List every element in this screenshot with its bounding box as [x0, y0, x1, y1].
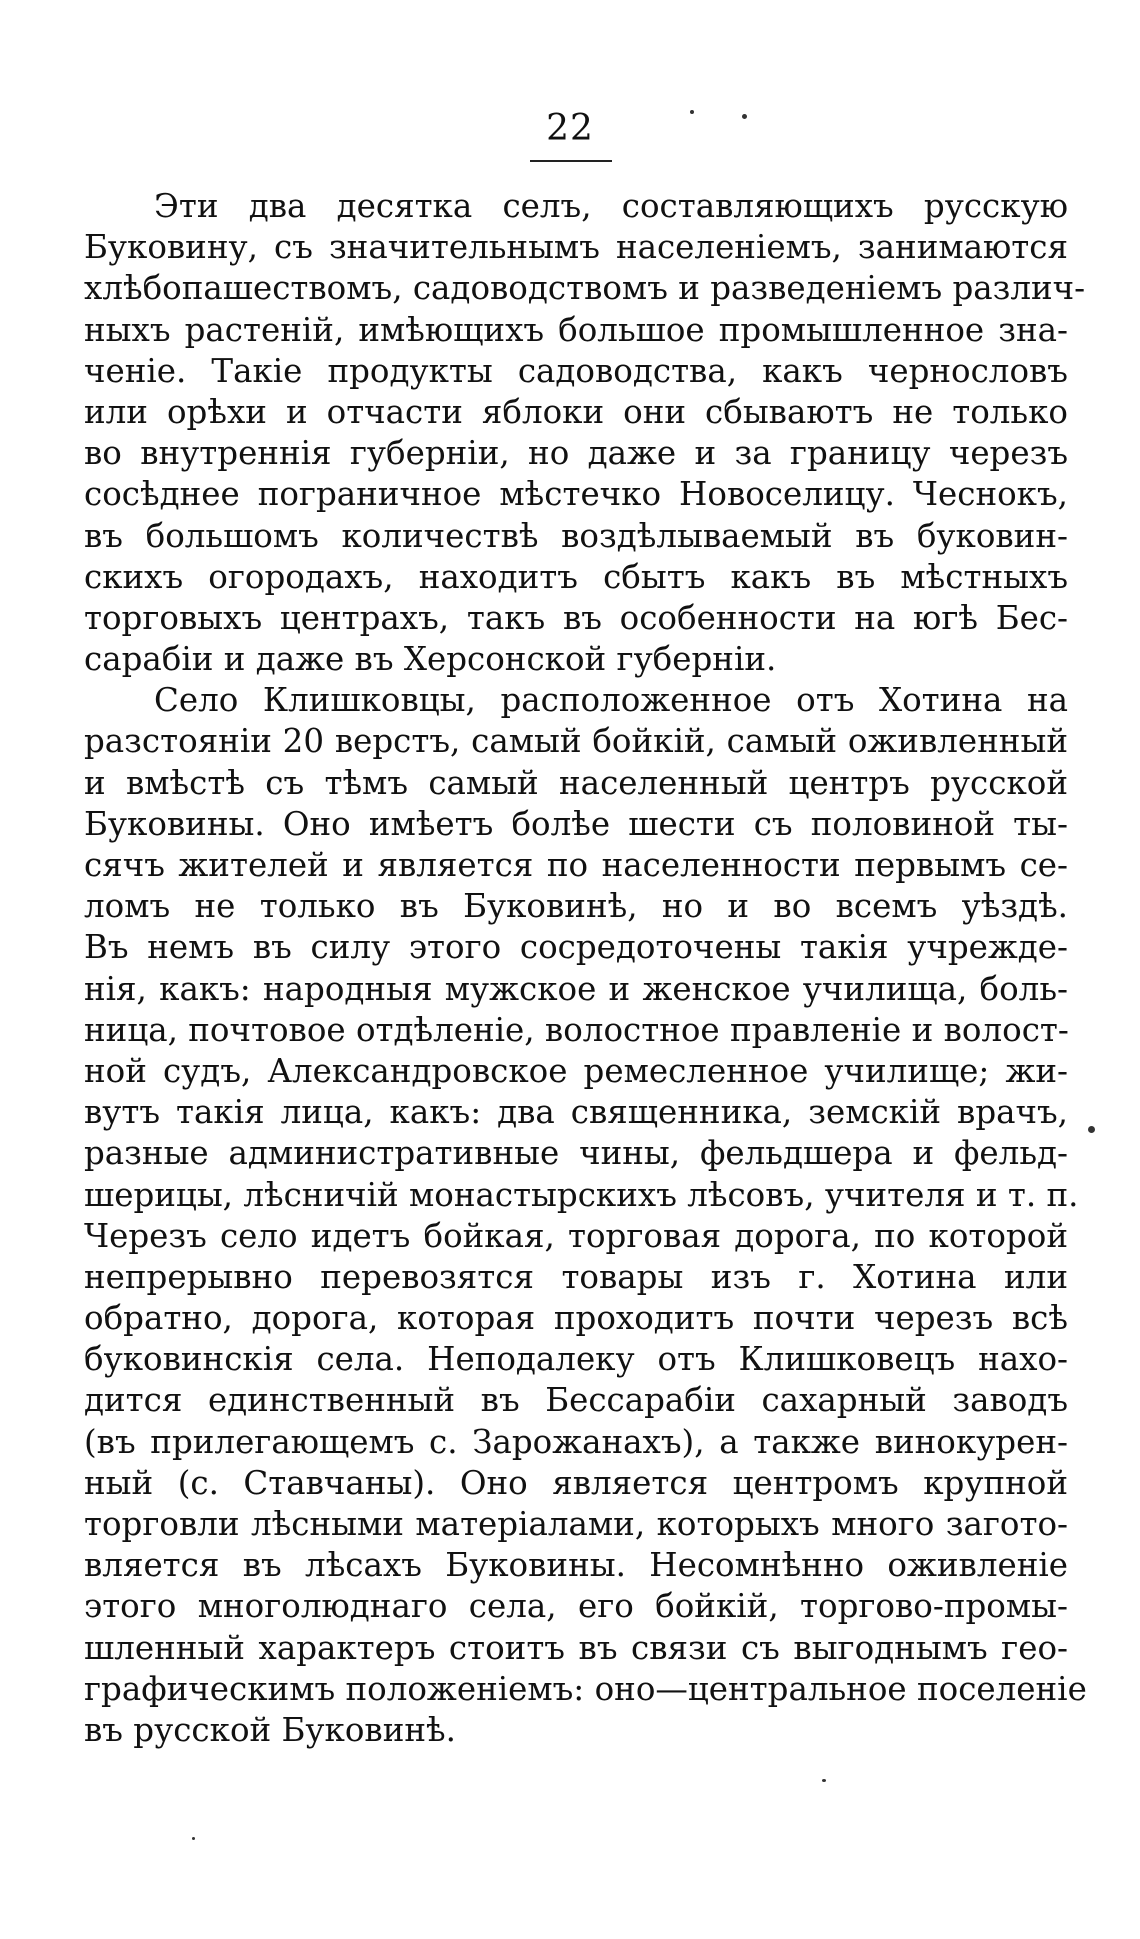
paragraph-line: ный (с. Ставчаны). Оно является центромъ крупной: [84, 1463, 1068, 1502]
scan-speck: [1088, 1126, 1095, 1133]
paragraph-line: обратно, дорога, которая проходитъ почти черезъ всѣ: [84, 1299, 1068, 1338]
paragraph-line: вляется въ лѣсахъ Буковины. Несомнѣнно оживленiе: [84, 1546, 1068, 1585]
paragraph-line: вутъ такiя лица, какъ: два священника, земскiй врачъ,: [84, 1093, 1068, 1132]
page-number-rule: [530, 160, 612, 162]
scan-speck: [822, 1779, 826, 1782]
paragraph-line: въ русской Буковинѣ.: [84, 1710, 456, 1749]
paragraph-line: Буковину, съ значительнымъ населенiемъ, занимаются: [84, 228, 1068, 267]
paragraph-line: ница, почтовое отдѣленiе, волостное правленiе и волост-: [84, 1010, 1069, 1049]
body-text: [84, 186, 1087, 1751]
paragraph-line: сарабiи и даже въ Херсонской губернiи.: [84, 640, 777, 679]
paragraph-line: нiя, какъ: народныя мужское и женское училища, боль-: [84, 969, 1068, 1008]
paragraph-line: хлѣбопашествомъ, садоводствомъ и разведенiемъ различ-: [84, 269, 1086, 308]
paragraph-line: Эти два десятка селъ, составляющихъ русскую: [154, 187, 1068, 225]
paragraph-line: торговли лѣсными матерiалами, которыхъ много загото-: [84, 1505, 1068, 1543]
paragraph-line: разные административные чины, фельдшера и фельд-: [84, 1134, 1068, 1173]
paragraph-line: сосѣднее пограничное мѣстечко Новоселицу. Чеснокъ,: [84, 475, 1068, 514]
paragraph-line: торговыхъ центрахъ, такъ въ особенности на югѣ Бес-: [84, 598, 1068, 637]
paragraph-line: разстоянiи 20 верстъ, самый бойкiй, самый оживленный: [84, 722, 1068, 761]
scan-speck: [192, 1837, 195, 1840]
paragraph-line: ной судъ, Александровское ремесленное училище; жи-: [84, 1051, 1068, 1090]
paragraph-line: сячъ жителей и является по населенности первымъ се-: [84, 846, 1068, 884]
paragraph-line: Буковины. Оно имѣетъ болѣе шести съ половиной ты-: [84, 804, 1068, 843]
scan-speck: [742, 114, 747, 119]
paragraph-line: (въ прилегающемъ с. Зарожанахъ), а также винокурен-: [84, 1422, 1068, 1461]
paragraph-line: Черезъ село идетъ бойкая, торговая дорога, по которой: [84, 1216, 1068, 1255]
paragraph-line: и вмѣстѣ съ тѣмъ самый населенный центръ русской: [84, 763, 1068, 802]
paragraph-line: или орѣхи и отчасти яблоки они сбываютъ не только: [84, 392, 1068, 431]
paragraph-line: этого многолюднаго села, его бойкiй, торгово-промы-: [84, 1587, 1068, 1626]
paragraph-line: во внутреннiя губернiи, но даже и за границу черезъ: [84, 434, 1068, 473]
paragraph-line: буковинскiя села. Неподалеку отъ Клишковецъ нахо-: [84, 1340, 1068, 1379]
paragraph-line: дится единственный въ Бессарабiи сахарный заводъ: [84, 1381, 1068, 1420]
paragraph-line: скихъ огородахъ, находитъ сбытъ какъ въ мѣстныхъ: [84, 557, 1068, 596]
paragraph-line: Село Клишковцы, расположенное отъ Хотина на: [154, 681, 1068, 720]
paragraph-line: въ большомъ количествѣ воздѣлываемый въ буковин-: [84, 516, 1068, 555]
paragraph-line: непрерывно перевозятся товары изъ г. Хотина или: [84, 1257, 1068, 1296]
scan-speck: [690, 110, 694, 114]
paragraph-line: ныхъ растенiй, имѣющихъ большое промышленное зна-: [84, 310, 1068, 349]
paragraph-line: шерицы, лѣсничiй монастырскихъ лѣсовъ, учителя и т. п.: [84, 1175, 1079, 1214]
paragraph-line: графическимъ положенiемъ: оно—центральное поселенiе: [84, 1669, 1087, 1708]
paragraph-line: шленный характеръ стоитъ въ связи съ выгоднымъ гео-: [84, 1628, 1068, 1667]
paragraph-line: ломъ не только въ Буковинѣ, но и во всемъ уѣздѣ.: [84, 887, 1068, 926]
page-number: 22: [546, 108, 594, 149]
paragraph-line: ченiе. Такiе продукты садоводства, какъ чернословъ: [84, 351, 1068, 390]
paragraph-line: Въ немъ въ силу этого сосредоточены такiя учрежде-: [84, 928, 1068, 967]
